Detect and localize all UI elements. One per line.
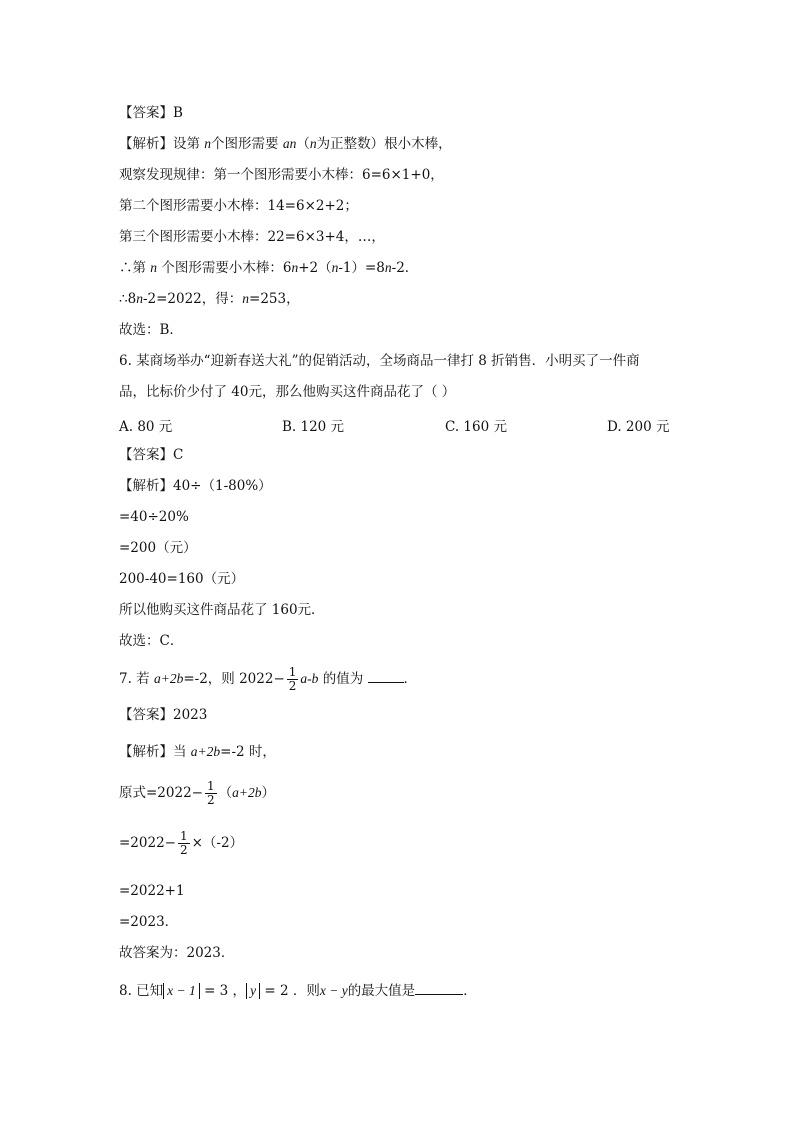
text: -2．: [391, 260, 419, 276]
q7-analysis-line-1: [119, 743, 276, 761]
q7-answer: 【答案】2023: [119, 707, 208, 723]
text: ．: [463, 983, 477, 999]
var-n: n: [331, 260, 339, 275]
q5-conclusion: 故选：B．: [119, 322, 183, 338]
text: -1）=8: [338, 260, 385, 276]
text: ∴第: [119, 260, 151, 276]
text: ．: [403, 671, 417, 687]
q6-conclusion: 故选：C．: [119, 633, 184, 649]
math-expr: a+2b: [190, 744, 221, 759]
var-n: n: [309, 136, 317, 151]
fraction: [178, 830, 190, 857]
absolute-value-expr: x − 1: [163, 983, 200, 999]
q6-analysis-line-5: 所以他购买这件商品花了 160元．: [119, 602, 325, 618]
numerator: 1: [179, 829, 188, 843]
numerator: 1: [288, 665, 297, 679]
answer-blank[interactable]: [415, 984, 463, 995]
text: ×（-2）: [191, 835, 244, 851]
q5-answer: 【答案】B: [119, 105, 183, 121]
q6-option-d: D. 200 元: [607, 419, 670, 435]
q7-analysis-line-5: =2023．: [119, 914, 179, 930]
q5-analysis-line-4: 第三个图形需要小木棒：22=6×3+4，…，: [119, 229, 385, 245]
text: 8. 已知: [119, 983, 164, 999]
text: （: [218, 785, 233, 801]
text: 的值为: [318, 671, 368, 687]
text: = 2 ．则: [260, 983, 320, 999]
q6-stem-line-2: 品，比标价少付了 40元，那么他购买这件商品花了（ ）: [119, 384, 456, 400]
fraction: [287, 666, 299, 693]
q6-analysis-line-1: 【解析】40÷（1-80%）: [119, 478, 272, 494]
text: +2（: [298, 260, 332, 276]
math-expr: a+2b: [153, 671, 184, 686]
text: 7. 若: [119, 671, 154, 687]
text: =2022−: [119, 835, 176, 851]
q6-option-b: B. 120 元: [282, 419, 345, 435]
q7-stem: [119, 662, 417, 696]
text: -2=2022，得：: [142, 291, 243, 307]
q5-analysis-line-6: [119, 290, 300, 308]
answer-blank[interactable]: [368, 672, 404, 683]
q7-analysis-line-4: =2022+1: [119, 883, 185, 899]
var-n: n: [204, 136, 212, 151]
text: 个图形需要小木棒：6: [157, 260, 292, 276]
var-n: n: [136, 291, 143, 306]
var-n: n: [150, 260, 158, 275]
text: ）: [261, 785, 275, 801]
q5-analysis-line-2: 观察发现规律：第一个图形需要小木棒：6=6×1+0，: [119, 167, 444, 183]
text: =253，: [249, 291, 300, 307]
text: （: [296, 136, 310, 152]
q5-analysis-line-1: [119, 135, 452, 153]
q6-analysis-line-3: =200（元）: [119, 540, 197, 556]
math-expr: x − y: [319, 983, 348, 998]
denominator: 2: [206, 793, 215, 807]
q6-analysis-line-4: 200-40=160（元）: [119, 571, 245, 587]
q6-option-a: A. 80 元: [119, 419, 173, 435]
text: =-2，则 2022−: [183, 671, 285, 687]
absolute-value-expr: y: [246, 983, 260, 999]
q7-analysis-line-2: [119, 776, 275, 810]
text: 为正整数）根小木棒，: [316, 136, 452, 152]
var-n: n: [291, 260, 299, 275]
text: 原式=2022−: [119, 785, 203, 801]
q5-analysis-line-3: 第二个图形需要小木棒：14=6×2+2；: [119, 198, 358, 214]
math-expr: a-b: [300, 671, 319, 686]
var-n: n: [242, 291, 250, 306]
numerator: 1: [206, 779, 215, 793]
math-expr: a+2b: [232, 785, 262, 800]
var-n: n: [384, 260, 392, 275]
q6-answer: 【答案】C: [119, 447, 184, 463]
text: =-2 时，: [220, 744, 276, 760]
text: 【解析】当: [119, 744, 191, 760]
q6-option-c: C. 160 元: [445, 419, 507, 435]
text: = 3 ，: [199, 983, 247, 999]
denominator: 2: [288, 679, 297, 693]
q8-stem: [119, 982, 477, 1000]
text: 个图形需要: [211, 136, 283, 152]
q6-stem-line-1: 6. 某商场举办“迎新春送大礼”的促销活动，全场商品一律打 8 折销售．小明买了一件商: [119, 353, 640, 369]
fraction: [205, 780, 217, 807]
text: ∴8: [119, 291, 137, 307]
denominator: 2: [179, 843, 188, 857]
q7-analysis-line-3: [119, 826, 243, 860]
q7-conclusion: 故答案为：2023．: [119, 945, 235, 961]
var-an: an: [282, 136, 297, 151]
text: 【解析】设第: [119, 136, 205, 152]
q5-analysis-line-5: [119, 259, 418, 277]
q6-analysis-line-2: =40÷20%: [119, 509, 189, 525]
text: 的最大值是: [347, 983, 416, 999]
